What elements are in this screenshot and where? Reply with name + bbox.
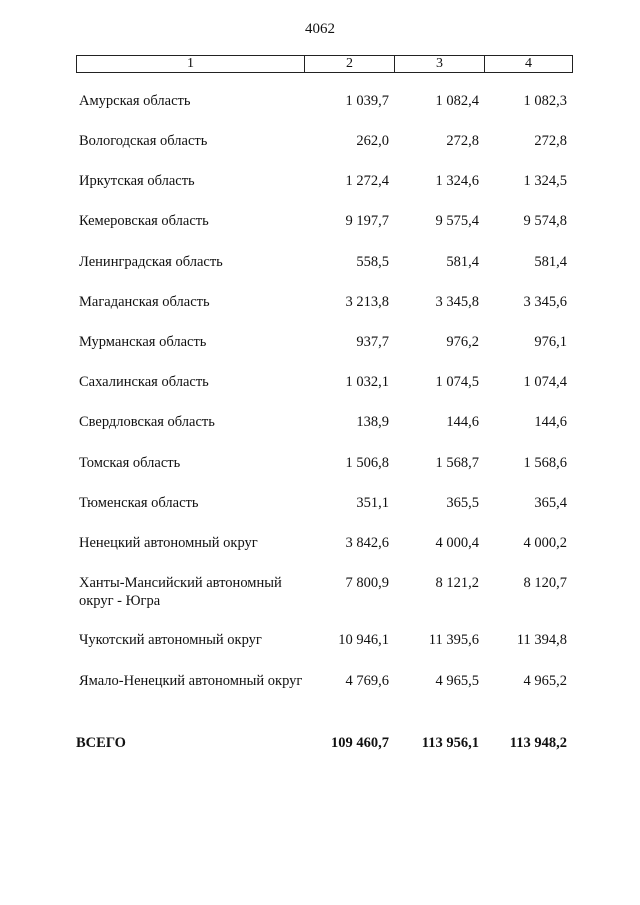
value-col-4: 1 568,6 [523, 455, 567, 471]
page-number: 4062 [305, 21, 335, 37]
value-col-2: 9 197,7 [345, 213, 389, 229]
total-col-2: 109 460,7 [331, 735, 389, 751]
value-col-3: 1 568,7 [435, 455, 479, 471]
region-name: Амурская область [79, 93, 191, 109]
value-col-2: 10 946,1 [338, 632, 389, 648]
value-col-2: 7 800,9 [345, 575, 389, 591]
value-col-2: 262,0 [356, 133, 389, 149]
value-col-4: 976,1 [534, 334, 567, 350]
value-col-4: 4 000,2 [523, 535, 567, 551]
value-col-3: 272,8 [446, 133, 479, 149]
region-name: Ненецкий автономный округ [79, 535, 258, 551]
value-col-3: 365,5 [446, 495, 479, 511]
value-col-3: 1 324,6 [435, 173, 479, 189]
column-header-row [76, 55, 573, 73]
value-col-2: 3 213,8 [345, 294, 389, 310]
region-name: Иркутская область [79, 173, 195, 189]
region-name: Томская область [79, 455, 181, 471]
region-name: Свердловская область [79, 414, 215, 430]
region-name: Мурманская область [79, 334, 207, 350]
region-name: Вологодская область [79, 133, 208, 149]
total-col-4: 113 948,2 [509, 735, 567, 751]
value-col-4: 8 120,7 [523, 575, 567, 591]
value-col-3: 11 395,6 [428, 632, 479, 648]
value-col-4: 581,4 [534, 254, 567, 270]
value-col-3: 4 965,5 [435, 673, 479, 689]
region-name: Магаданская область [79, 294, 210, 310]
value-col-4: 9 574,8 [523, 213, 567, 229]
value-col-3: 1 082,4 [435, 93, 479, 109]
region-name: Сахалинская область [79, 374, 209, 390]
value-col-3: 1 074,5 [435, 374, 479, 390]
value-col-2: 1 039,7 [345, 93, 389, 109]
value-col-3: 8 121,2 [435, 575, 479, 591]
value-col-3: 9 575,4 [435, 213, 479, 229]
total-col-3: 113 956,1 [421, 735, 479, 751]
value-col-4: 272,8 [534, 133, 567, 149]
value-col-2: 558,5 [356, 254, 389, 270]
value-col-4: 11 394,8 [516, 632, 567, 648]
region-name: Ямало-Ненецкий автономный округ [79, 673, 303, 689]
total-label: ВСЕГО [76, 735, 126, 751]
value-col-2: 937,7 [356, 334, 389, 350]
region-name: Тюменская область [79, 495, 199, 511]
column-header-2: 2 [305, 56, 395, 72]
value-col-4: 3 345,6 [523, 294, 567, 310]
value-col-4: 1 324,5 [523, 173, 567, 189]
value-col-2: 1 272,4 [345, 173, 389, 189]
value-col-3: 144,6 [446, 414, 479, 430]
value-col-4: 4 965,2 [523, 673, 567, 689]
value-col-2: 1 032,1 [345, 374, 389, 390]
value-col-3: 581,4 [446, 254, 479, 270]
value-col-2: 3 842,6 [345, 535, 389, 551]
value-col-2: 1 506,8 [345, 455, 389, 471]
region-name: Ленинградская область [79, 254, 223, 270]
value-col-4: 144,6 [534, 414, 567, 430]
value-col-3: 3 345,8 [435, 294, 479, 310]
region-name: Кемеровская область [79, 213, 209, 229]
value-col-2: 4 769,6 [345, 673, 389, 689]
value-col-2: 138,9 [356, 414, 389, 430]
column-header-3: 3 [395, 56, 485, 72]
region-name: Чукотский автономный округ [79, 632, 262, 648]
value-col-3: 4 000,4 [435, 535, 479, 551]
column-header-4: 4 [525, 56, 532, 71]
value-col-4: 365,4 [534, 495, 567, 511]
value-col-4: 1 074,4 [523, 374, 567, 390]
value-col-3: 976,2 [446, 334, 479, 350]
column-header-1: 1 [77, 56, 305, 72]
value-col-4: 1 082,3 [523, 93, 567, 109]
value-col-2: 351,1 [356, 495, 389, 511]
region-name: Ханты-Мансийский автономный округ - Югра [79, 575, 282, 609]
